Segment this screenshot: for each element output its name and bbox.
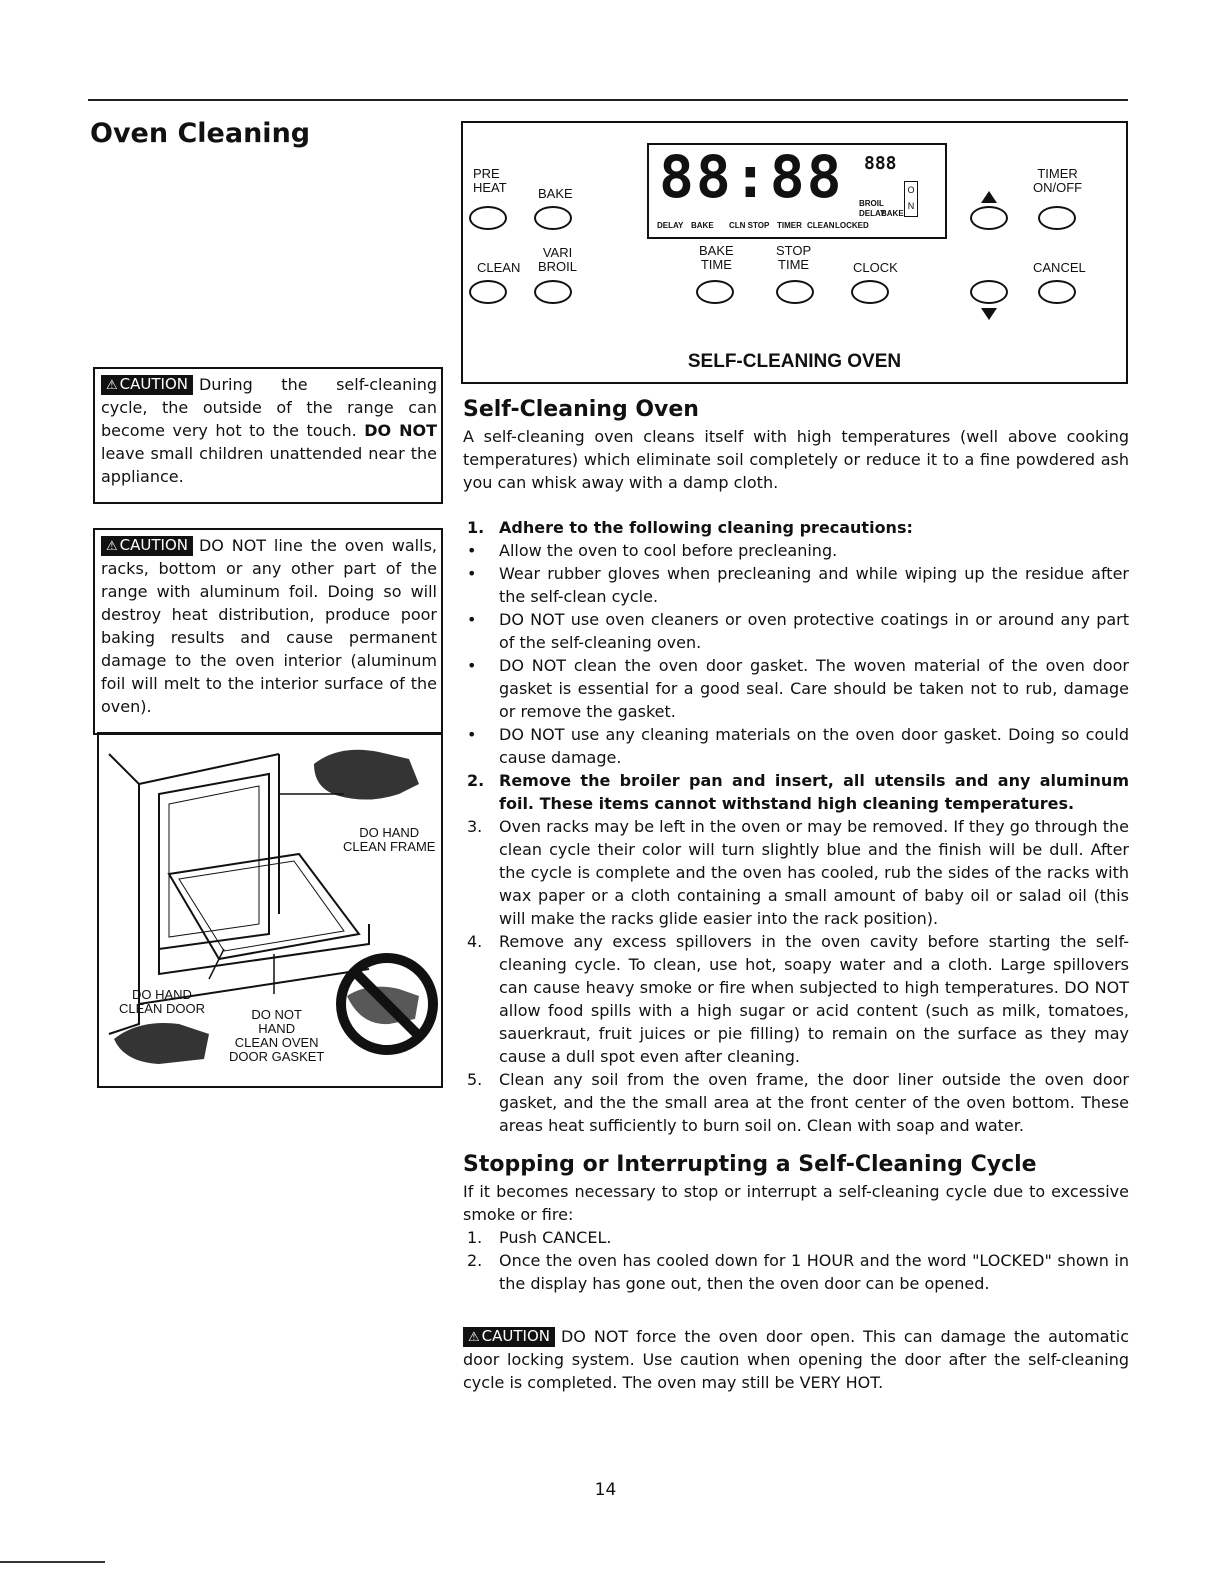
cleaning-steps-list xyxy=(463,516,1129,1137)
list-marker: • xyxy=(467,541,477,560)
ind-broil: BROIL xyxy=(859,199,884,208)
caution1-bold: DO NOT xyxy=(364,421,438,440)
label-do-not-clean-gasket: DO NOT HAND CLEAN OVEN DOOR GASKET xyxy=(229,1007,325,1064)
list-item xyxy=(463,1226,1129,1249)
self-cleaning-intro: A self-cleaning oven cleans itself with high temperatures (well above cooking temperatures) which eliminate soil completely or reduce it to a fine powdered ash you can whisk away with a damp cloth. xyxy=(463,427,1129,492)
label-hand-clean-frame: DO HAND CLEAN FRAME xyxy=(343,825,436,854)
list-item xyxy=(463,723,1129,769)
label-hand-clean-door: DO HAND CLEAN DOOR xyxy=(119,987,205,1016)
warning-icon: ⚠ xyxy=(468,1330,480,1345)
list-item xyxy=(463,930,1129,1068)
list-item xyxy=(463,562,1129,608)
clock-pad[interactable] xyxy=(851,280,889,304)
down-arrow-icon xyxy=(981,308,997,320)
ind-timer: TIMER xyxy=(777,221,802,230)
caution-box-hot-exterior xyxy=(93,367,443,504)
list-item-text: DO NOT use any cleaning materials on the oven door gasket. Doing so could cause damage. xyxy=(499,725,1129,767)
caution-badge xyxy=(101,536,193,556)
list-item xyxy=(463,654,1129,723)
display-digits: 88:88 xyxy=(659,143,844,211)
vari-broil-label: VARI BROIL xyxy=(538,245,578,274)
list-item-text: Clean any soil from the oven frame, the door liner outside the oven door gasket, and the the small area at the front center of the oven bottom. These areas heat sufficiently to burn soil on. Clean with soap and water. xyxy=(499,1070,1129,1135)
ind-delay2: DELAY xyxy=(859,209,886,218)
list-item-text: Push CANCEL. xyxy=(499,1228,612,1247)
clock-label: CLOCK xyxy=(853,260,898,275)
cancel-pad[interactable] xyxy=(1038,280,1076,304)
list-marker: • xyxy=(467,725,477,744)
bake-time-label: BAKE TIME xyxy=(699,243,734,272)
list-item-text: Remove any excess spillovers in the oven cavity before starting the self-cleaning cycle. To clean, use hot, soapy water and a cloth. Large spillovers can cause heavy smoke or fire when subjected to high temperatures. DO NOT allow food spills with a high sugar or acid content (such as milk, tomatoes, sauerkraut, fruit juices or pie filling) to remain on the surface as they may cause a dull spot even after cleaning. xyxy=(499,932,1129,1066)
list-item-text: DO NOT clean the oven door gasket. The woven material of the oven door gasket is essential for a good seal. Care should be taken not to rub, damage or remove the gasket. xyxy=(499,656,1129,721)
top-rule xyxy=(88,99,1128,101)
list-item-text: Adhere to the following cleaning precautions: xyxy=(499,518,913,537)
list-item-text: Once the oven has cooled down for 1 HOUR and the word "LOCKED" shown in the display has gone out, then the oven door can be opened. xyxy=(499,1251,1129,1293)
list-marker: • xyxy=(467,564,477,583)
caution-badge-label: CAUTION xyxy=(481,1327,550,1345)
footer-rule xyxy=(0,1561,105,1563)
list-item-text: Remove the broiler pan and insert, all utensils and any aluminum foil. These items cannot withstand high cleaning temperatures. xyxy=(499,771,1129,813)
page-title: Oven Cleaning xyxy=(90,118,311,149)
ind-bake2: BAKE xyxy=(881,209,904,218)
ind-clnstop: CLN STOP xyxy=(729,221,770,230)
stop-time-pad[interactable] xyxy=(776,280,814,304)
caution-box-foil xyxy=(93,528,443,735)
stopping-heading: Stopping or Interrupting a Self-Cleaning Cycle xyxy=(463,1152,1037,1177)
up-pad[interactable] xyxy=(970,206,1008,230)
caution2-text: DO NOT line the oven walls, racks, bottom or any other part of the range with aluminum foil. Doing so will destroy heat distribution, produce poor baking results and cause permanent damage to the oven interior (aluminum foil will melt to the interior surface of the oven). xyxy=(101,536,437,716)
caution-badge-label: CAUTION xyxy=(119,536,188,554)
list-item-text: DO NOT use oven cleaners or oven protective coatings in or around any part of the self-cleaning oven. xyxy=(499,610,1129,652)
oven-cleaning-illustration xyxy=(97,732,443,1088)
self-cleaning-heading: Self-Cleaning Oven xyxy=(463,397,699,422)
down-pad[interactable] xyxy=(970,280,1008,304)
list-item-text: Allow the oven to cool before precleaning. xyxy=(499,541,838,560)
caution-badge-label: CAUTION xyxy=(119,375,188,393)
preheat-label: PRE HEAT xyxy=(473,166,507,195)
list-marker: 3. xyxy=(467,817,483,836)
ind-bake: BAKE xyxy=(691,221,714,230)
list-marker: 1. xyxy=(467,1228,483,1247)
warning-icon: ⚠ xyxy=(106,378,118,393)
list-item xyxy=(463,815,1129,930)
self-cleaning-oven-panel xyxy=(461,121,1128,384)
warning-icon: ⚠ xyxy=(106,539,118,554)
ind-on: O N xyxy=(904,181,918,217)
clean-label: CLEAN xyxy=(477,260,521,275)
bake-time-pad[interactable] xyxy=(696,280,734,304)
list-item xyxy=(463,516,1129,539)
stop-time-label: STOP TIME xyxy=(776,243,812,272)
display-small-digits: 888 xyxy=(864,153,897,174)
stopping-intro: If it becomes necessary to stop or interrupt a self-cleaning cycle due to excessive smoke or fire: xyxy=(463,1182,1129,1224)
list-item xyxy=(463,1249,1129,1295)
clean-pad[interactable] xyxy=(469,280,507,304)
list-item xyxy=(463,769,1129,815)
list-marker: 2. xyxy=(467,771,485,790)
list-marker: • xyxy=(467,656,477,675)
panel-caption: SELF-CLEANING OVEN xyxy=(687,351,902,372)
ind-delay: DELAY xyxy=(657,221,684,230)
list-marker: 5. xyxy=(467,1070,483,1089)
vari-broil-pad[interactable] xyxy=(534,280,572,304)
timer-label: TIMER ON/OFF xyxy=(1033,166,1083,195)
caution-badge xyxy=(101,375,193,395)
bake-pad[interactable] xyxy=(534,206,572,230)
list-item xyxy=(463,539,1129,562)
ind-locked: LOCKED xyxy=(835,221,869,230)
clock-display xyxy=(647,143,947,239)
bake-label: BAKE xyxy=(538,186,573,201)
timer-pad[interactable] xyxy=(1038,206,1076,230)
caution1-text: During the self-cleaning cycle, the outside of the range can become very hot to the touch. xyxy=(101,375,437,440)
caution1-text-end: leave small children unattended near the appliance. xyxy=(101,444,437,486)
preheat-pad[interactable] xyxy=(469,206,507,230)
caution-badge xyxy=(463,1327,555,1347)
list-item-text: Oven racks may be left in the oven or may be removed. If they go through the clean cycle their color will turn slightly blue and the finish will be dull. After the cycle is complete and the oven has cooled, rub the sides of the racks with wax paper or a cloth containing a small amount of baby oil or salad oil (this will make the racks glide easier into the rack position). xyxy=(499,817,1129,928)
list-marker: 4. xyxy=(467,932,483,951)
ind-clean: CLEAN xyxy=(807,221,835,230)
list-marker: • xyxy=(467,610,477,629)
up-arrow-icon xyxy=(981,191,997,203)
list-marker: 1. xyxy=(467,518,485,537)
cancel-label: CANCEL xyxy=(1033,260,1086,275)
list-marker: 2. xyxy=(467,1251,483,1270)
caution-door-lock xyxy=(463,1325,1129,1394)
caution3-text: DO NOT force the oven door open. This can damage the automatic door locking system. Use caution when opening the door after the self-cleaning cycle is completed. The oven may still be VERY HOT. xyxy=(463,1327,1129,1392)
page-number: 14 xyxy=(594,1480,617,1500)
no-sign-icon xyxy=(341,958,433,1050)
list-item xyxy=(463,1068,1129,1137)
list-item xyxy=(463,608,1129,654)
list-item-text: Wear rubber gloves when precleaning and while wiping up the residue after the self-clean cycle. xyxy=(499,564,1129,606)
stopping-steps-list xyxy=(463,1226,1129,1295)
